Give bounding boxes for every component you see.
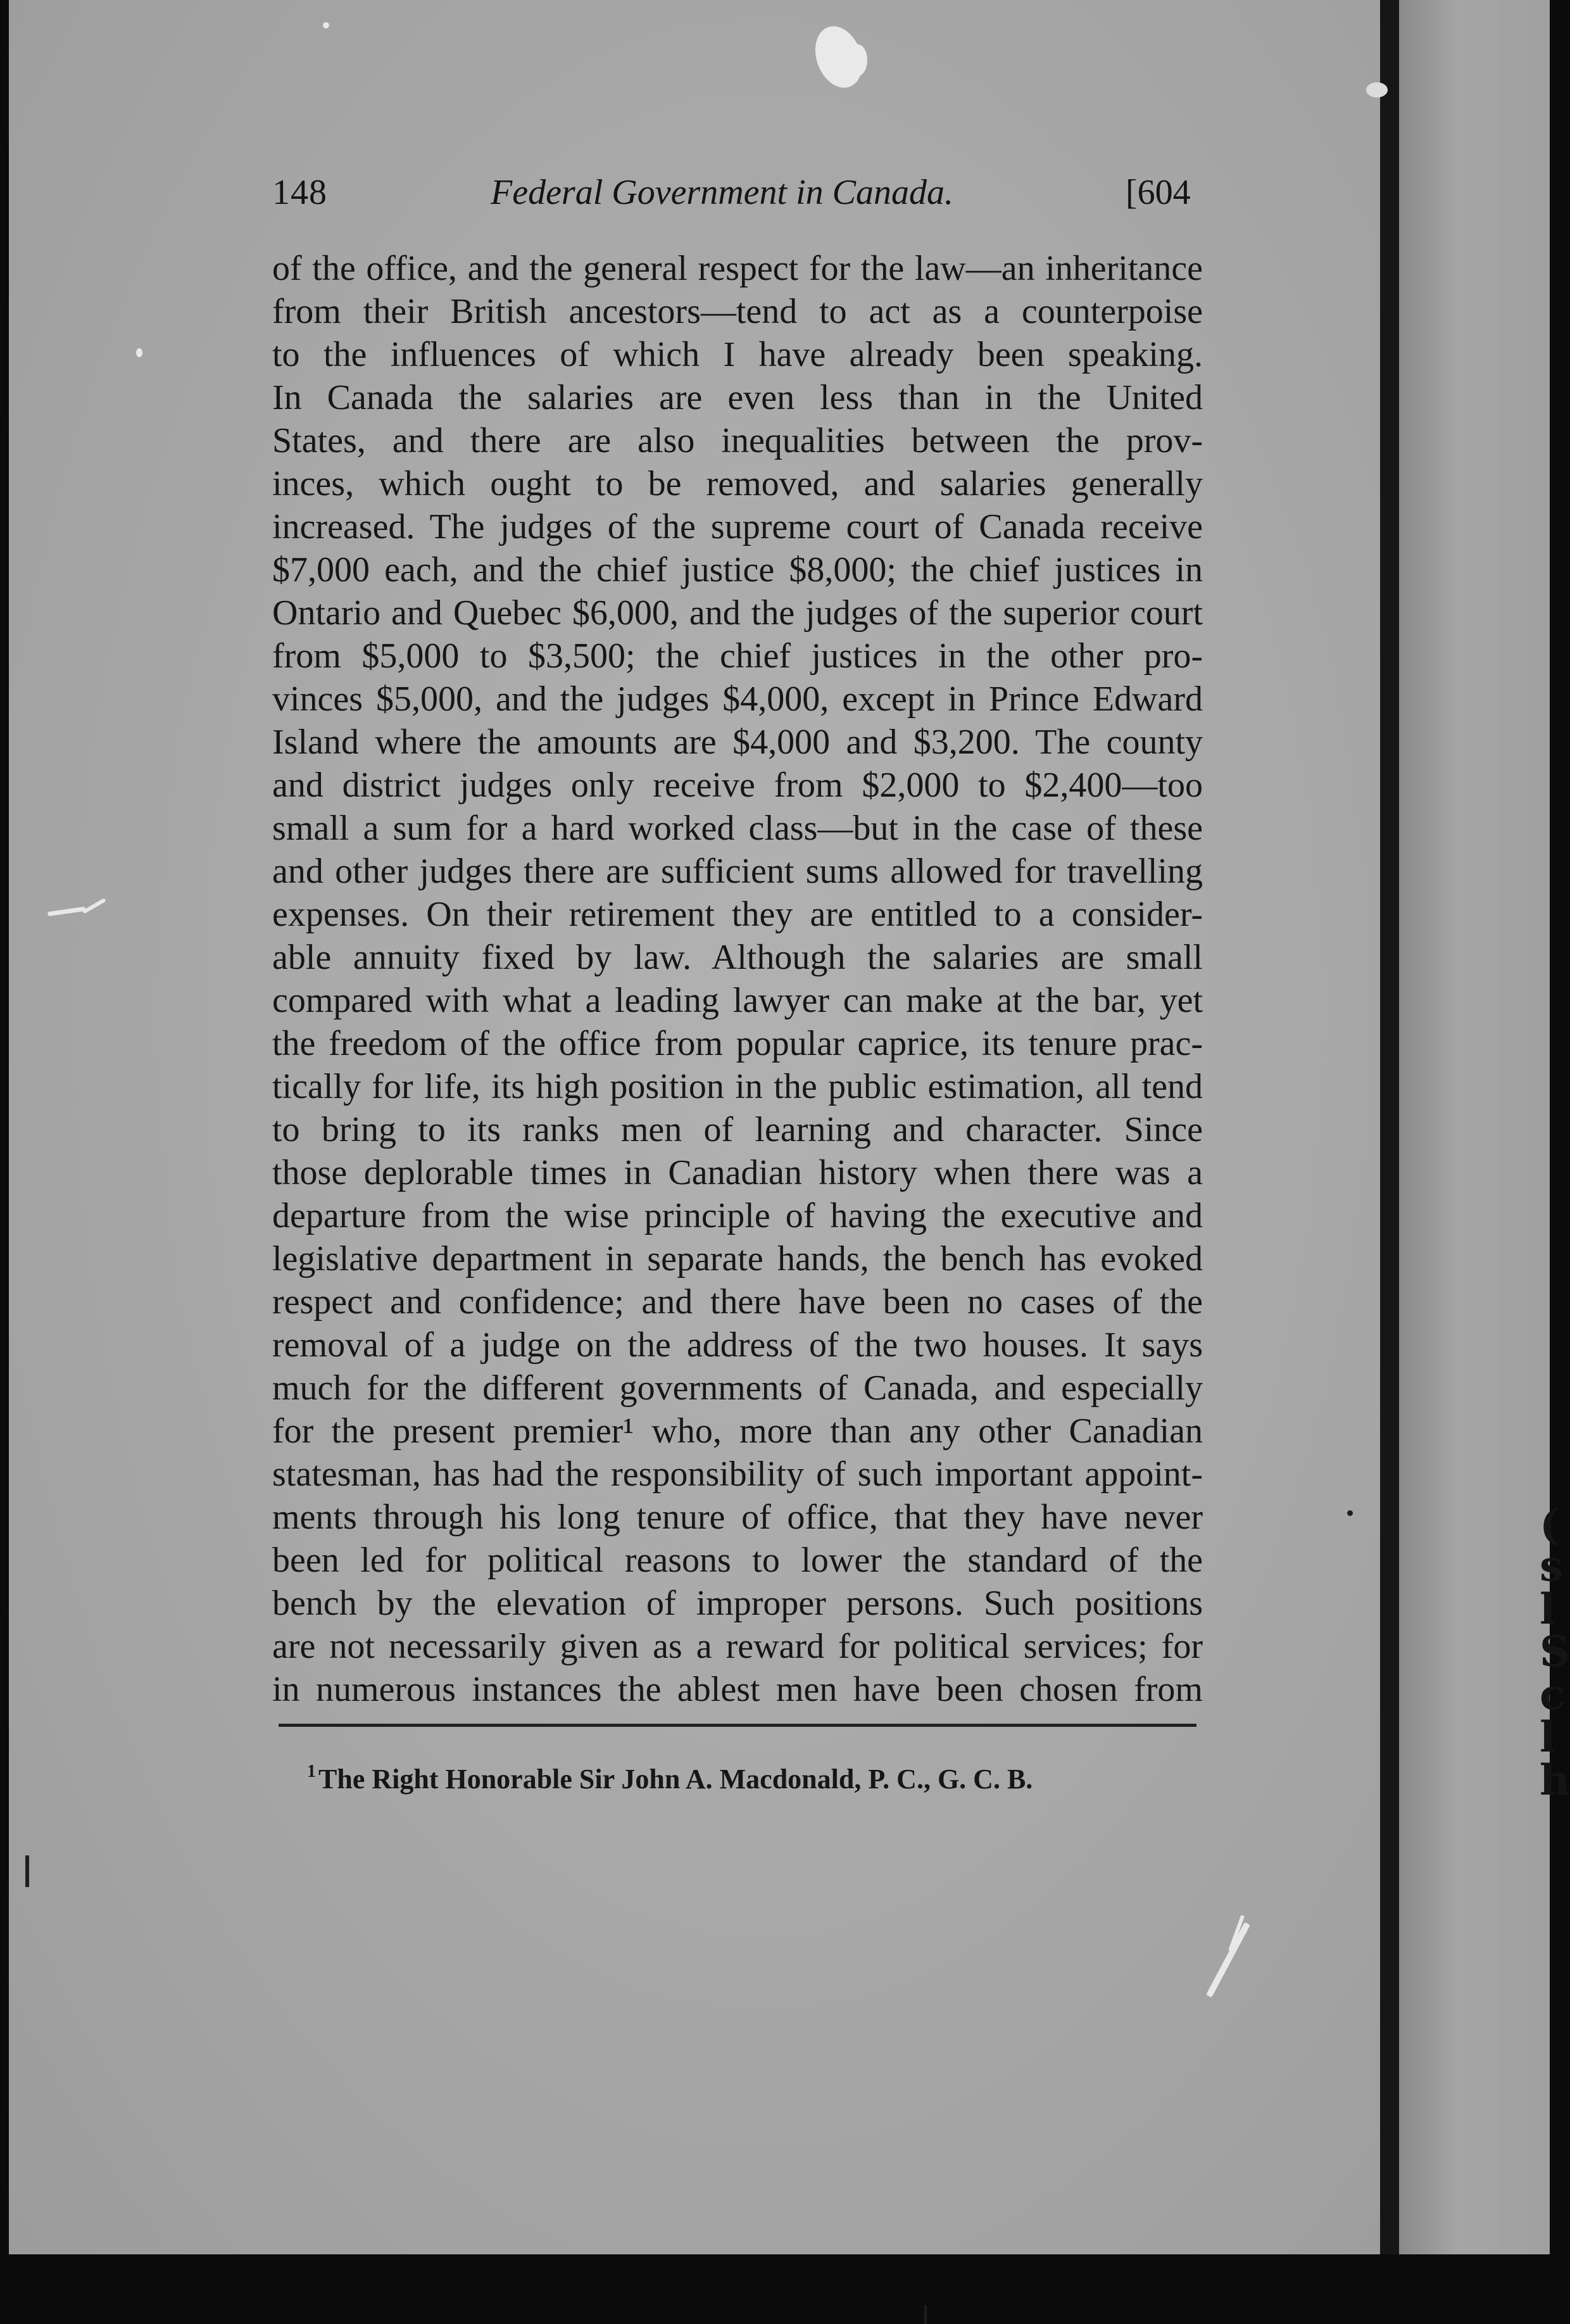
scan-speck — [848, 44, 867, 76]
footnote-rule — [279, 1724, 1196, 1727]
text-line: In Canada the salaries are even less than in the United — [272, 378, 1203, 417]
running-title: Federal Government in Canada. — [491, 173, 953, 212]
gutter-shadow — [1380, 0, 1399, 2254]
scan-speck — [136, 348, 142, 357]
text-line: and district judges only receive from $2,000 to $2,400—too — [272, 766, 1203, 805]
footnote-text: The Right Honorable Sir John A. Macdonald, P. C., G. C. B. — [318, 1764, 1033, 1795]
footnote-marker: 1 — [307, 1762, 316, 1781]
text-line: inces, which ought to be removed, and salaries generally — [272, 464, 1203, 503]
text-line: expenses. On their retirement they are entitled to a consider- — [272, 895, 1203, 934]
text-line: of the office, and the general respect for the law—an inheritance — [272, 249, 1203, 288]
text-line: those deplorable times in Canadian history when there was a — [272, 1153, 1203, 1192]
text-line: statesman, has had the responsibility of such important appoint- — [272, 1455, 1203, 1494]
text-line: for the present premier¹ who, more than any other Canadian — [272, 1411, 1203, 1451]
text-line: from their British ancestors—tend to act as a counterpoise — [272, 292, 1203, 331]
text-line: increased. The judges of the supreme court of Canada receive — [272, 507, 1203, 546]
text-line: in numerous instances the ablest men have been chosen from — [272, 1670, 1203, 1709]
adjacent-page-glyph: l — [1540, 1584, 1556, 1634]
text-line: and other judges there are sufficient sums allowed for travelling — [272, 852, 1203, 891]
adjacent-page-glyph: c — [1540, 1670, 1566, 1719]
adjacent-page-glyph: h — [1540, 1755, 1570, 1805]
text-line: departure from the wise principle of having the executive and — [272, 1196, 1203, 1235]
text-line: much for the different governments of Canada, and especially — [272, 1368, 1203, 1408]
text-line: Ontario and Quebec $6,000, and the judges of the superior court — [272, 593, 1203, 633]
text-line: $7,000 each, and the chief justice $8,000; the chief justices in — [272, 550, 1203, 590]
text-line: been led for political reasons to lower the standard of the — [272, 1541, 1203, 1580]
page-number: 148 — [272, 173, 327, 212]
adjacent-page-glyph: ( — [1540, 1500, 1560, 1550]
text-line: ments through his long tenure of office, that they have never — [272, 1498, 1203, 1537]
footnote — [307, 1754, 1033, 1797]
adjacent-page-glyph: S — [1540, 1627, 1570, 1676]
text-line: the freedom of the office from popular caprice, its tenure prac- — [272, 1024, 1203, 1063]
text-line: Island where the amounts are $4,000 and $3,200. The county — [272, 723, 1203, 762]
text-line: respect and confidence; and there have been no cases of the — [272, 1282, 1203, 1322]
text-line: removal of a judge on the address of the two houses. It says — [272, 1325, 1203, 1365]
adjacent-page-glyph: l — [1540, 1712, 1556, 1762]
text-line: States, and there are also inequalities between the prov- — [272, 421, 1203, 460]
text-line: to the influences of which I have already been speaking. — [272, 335, 1203, 374]
scan-edge-mark — [25, 1855, 29, 1887]
scan-speck — [323, 22, 329, 28]
section-marker: [604 — [1126, 173, 1191, 212]
text-line: compared with what a leading lawyer can make at the bar, yet — [272, 981, 1203, 1020]
text-line: able annuity fixed by law. Although the salaries are small — [272, 938, 1203, 977]
scan-edge-mark — [924, 2305, 927, 2324]
scan-speck — [1366, 82, 1388, 98]
adjacent-page — [1399, 0, 1550, 2254]
text-line: to bring to its ranks men of learning and character. Since — [272, 1110, 1203, 1149]
text-line: tically for life, its high position in the public estimation, all tend — [272, 1067, 1203, 1106]
text-line: bench by the elevation of improper persons. Such positions — [272, 1584, 1203, 1623]
text-line: small a sum for a hard worked class—but in the case of these — [272, 809, 1203, 848]
text-line: from $5,000 to $3,500; the chief justices in the other pro- — [272, 636, 1203, 676]
body-text — [272, 247, 1203, 1711]
text-line: are not necessarily given as a reward for political services; for — [272, 1627, 1203, 1666]
adjacent-page-glyph: s — [1540, 1541, 1564, 1591]
text-line: legislative department in separate hands, the bench has evoked — [272, 1239, 1203, 1279]
scan-edge-mark — [1347, 1510, 1353, 1516]
running-head — [272, 166, 1203, 223]
text-line: vinces $5,000, and the judges $4,000, except in Prince Edward — [272, 679, 1203, 719]
